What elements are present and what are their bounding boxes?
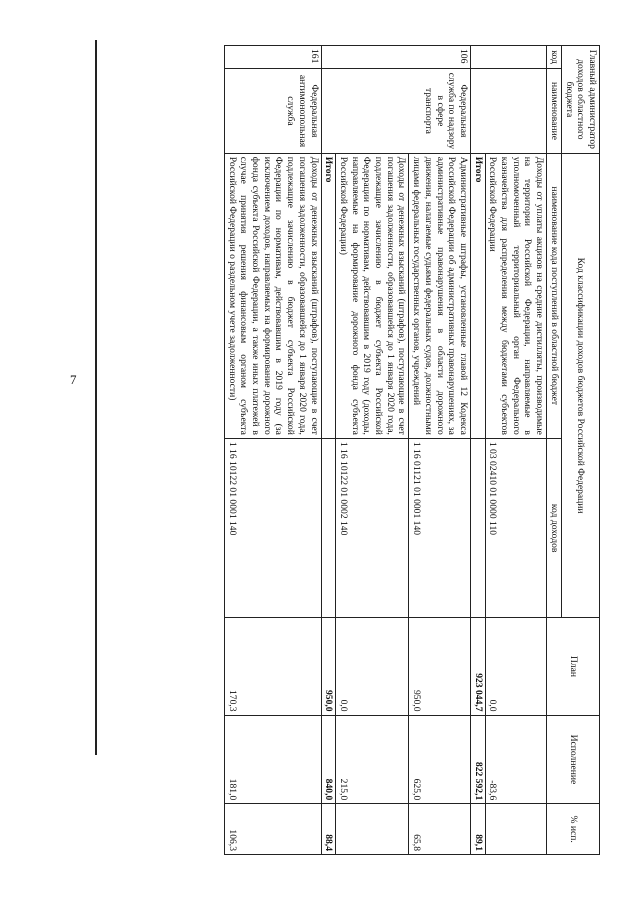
exec-cell: 822 592,1 xyxy=(470,715,485,804)
pct-cell: 89,1 xyxy=(470,804,485,855)
admin-code-cell: 161 xyxy=(224,46,321,69)
plan-cell: 923 044,7 xyxy=(470,618,485,715)
admin-code-cell: 106 xyxy=(321,46,470,69)
code-header: код xyxy=(547,46,562,69)
table-row-total xyxy=(470,46,485,855)
name-header: наименование xyxy=(547,69,562,153)
admin-code-cell xyxy=(470,46,546,69)
plan-cell: 950,0 xyxy=(321,618,336,715)
plan-cell: 0,0 xyxy=(336,618,409,715)
total-label-cell: Итого xyxy=(321,153,336,438)
income-desc-cell: Доходы от денежных взысканий (штрафов), поступающие в счет погашения задолженности, образовавшейся до 1 января 2020 года, подлежащие зачислению в бюджет субъекта Российской Федерации по нормативам, действовавшим в 2019 году (доходы, направляемые на формирование дорожного фонда субъекта Российской Федерации) xyxy=(336,153,409,438)
kbk-cell: 1 16 10122 01 0001 140 xyxy=(224,438,321,618)
exec-cell: 181,0 xyxy=(224,715,321,804)
exec-cell: 840,0 xyxy=(321,715,336,804)
execution-header: Исполнение xyxy=(547,715,600,804)
kbk-cell: 1 16 10122 01 0002 140 xyxy=(336,438,409,618)
table-row xyxy=(336,46,409,855)
plan-header: План xyxy=(547,618,600,715)
page-number: 7 xyxy=(70,372,77,387)
exec-cell: 215,0 xyxy=(336,715,409,804)
kbk-cell xyxy=(470,438,485,618)
kbk-group-header: Код классификации доходов бюджетов Российской Федерации xyxy=(561,153,599,618)
pct-cell: 106,3 xyxy=(224,804,321,855)
admin-name-cell: Федеральная служба по надзору в сфере транспорта xyxy=(321,69,470,153)
income-code-header: код доходов xyxy=(547,438,562,618)
pct-cell xyxy=(485,804,547,855)
kbk-cell: 1 03 02410 01 0000 110 xyxy=(485,438,547,618)
income-desc-cell: Доходы от уплаты акцизов на средние дистилляты, производимые на территории Российской Федерации, направляемые в уполномоченный территориальный орган Федерального казначейства для распределения между бюджетами субъектов Российской Федерации xyxy=(485,153,547,438)
plan-cell: 950,0 xyxy=(409,618,471,715)
exec-cell: 625,0 xyxy=(409,715,471,804)
plan-cell: 0,0 xyxy=(485,618,547,715)
table-row xyxy=(409,46,471,855)
table-row xyxy=(224,46,321,855)
income-desc-cell: Доходы от денежных взысканий (штрафов), поступающие в счет погашения задолженности, образовавшейся до 1 января 2020 года, подлежащие зачислению в бюджет субъекта Российской Федерации по нормативам, действовавшим в 2019 году (за исключением доходов, направляемых на формирование дорожного фонда субъекта Российской Федерации, а также иных платежей в случае принятия решения финансовым органом субъекта Российской Федерации о раздельном учете задолженности) xyxy=(224,153,321,438)
exec-cell: -83,6 xyxy=(485,715,547,804)
pct-cell: 65,8 xyxy=(409,804,471,855)
page-divider-line xyxy=(95,40,97,755)
income-name-header: наименование кода поступлений в областной бюджет xyxy=(547,153,562,438)
admin-name-cell xyxy=(470,69,546,153)
kbk-cell xyxy=(321,438,336,618)
income-desc-cell: Административные штрафы, установленные главой 12 Кодекса Российской Федерации об административных правонарушениях, за административные правонарушения в области дорожного движения, налагаемые судьями федеральных судов, должностными лицами федеральных государственных органов, учреждений xyxy=(409,153,471,438)
kbk-cell: 1 16 01121 01 0001 140 xyxy=(409,438,471,618)
plan-cell: 170,3 xyxy=(224,618,321,715)
admin-name-cell: Федеральная антимонопольная служба xyxy=(224,69,321,153)
pct-cell: 88,4 xyxy=(321,804,336,855)
table-row xyxy=(485,46,547,855)
admin-group-header: Главный администратор доходов областного бюджета xyxy=(561,46,599,154)
income-table xyxy=(224,45,600,855)
rotated-table-container xyxy=(100,45,600,855)
header-row-1 xyxy=(561,46,599,855)
total-label-cell: Итого xyxy=(470,153,485,438)
pct-cell xyxy=(336,804,409,855)
table-row-total xyxy=(321,46,336,855)
percent-header: % исп. xyxy=(547,804,600,855)
